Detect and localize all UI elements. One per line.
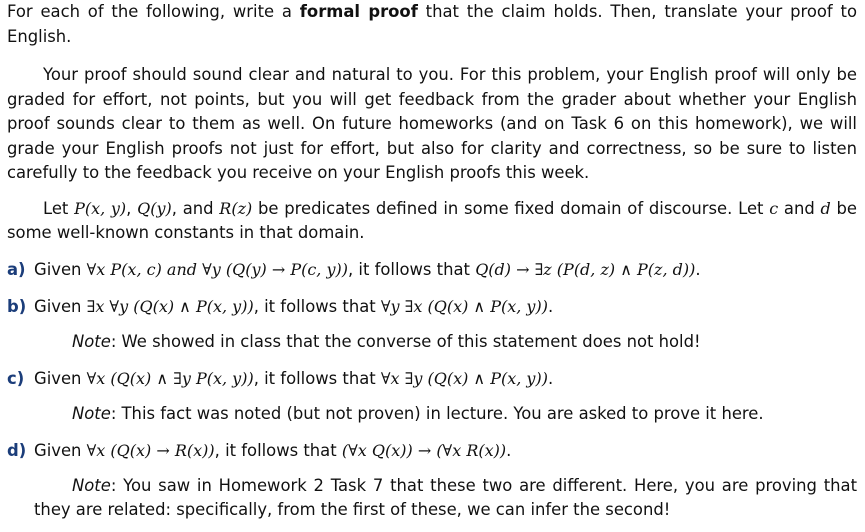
item-label: d) xyxy=(7,441,27,460)
conclusion-formula: ∀y ∃x (Q(x) ∧ P(x, y)) xyxy=(380,297,548,316)
given-word: Given xyxy=(34,259,87,279)
given-formula: ∃x ∀y (Q(x) ∧ P(x, y)) xyxy=(86,297,254,316)
sentence-end: . xyxy=(547,297,554,316)
given-word: Given xyxy=(34,441,87,460)
sentence-end: . xyxy=(506,441,512,460)
item-label: c) xyxy=(7,369,25,388)
definitions-text: and xyxy=(778,198,821,218)
note-text: : You saw in Homework 2 Task 7 that these two are different. Here, you are proving that xyxy=(110,475,857,495)
note-text: : We showed in class that the converse of this statement does not hold! xyxy=(110,331,701,351)
definitions-text: be some well-known constants in that domain. xyxy=(7,198,858,242)
definitions-text: , and xyxy=(171,198,220,218)
given-formula: ∀x P(x, c) and ∀y (Q(y) → P(c, y)) xyxy=(86,259,348,279)
follows-word: , it follows that xyxy=(253,297,381,316)
note-d xyxy=(7,474,857,523)
problem-item-b xyxy=(7,295,857,320)
intro-paragraph xyxy=(7,0,857,49)
constant-c: c xyxy=(769,198,779,218)
follows-word: , it follows that xyxy=(347,259,476,279)
problem-item-d xyxy=(7,439,857,464)
item-label: a) xyxy=(7,259,26,279)
note-line: they are related: specifically, from the first of these, we can infer the second! xyxy=(34,500,671,519)
note-label: Note xyxy=(72,475,111,495)
constant-d: d xyxy=(820,198,831,218)
intro-text-before: For each of the following, write a xyxy=(7,2,300,21)
note-text: : This fact was noted (but not proven) in lecture. You are asked to prove it here. xyxy=(110,403,764,423)
note-label: Note xyxy=(72,403,111,423)
definitions-text: , xyxy=(126,198,138,218)
item-label: b) xyxy=(7,297,27,316)
problem-item-c xyxy=(7,367,857,392)
instructions-paragraph: Your proof should sound clear and natural to you. For this problem, your English proof will only be graded for effort, not points, but you will get feedback from the grader about whether your English proof sounds clear to them as well. On future homeworks (and on Task 6 on this homework), we will grade your English proofs not just for effort, but also for clarity and correctness, so be sure to listen carefully to the feedback you receive on your English proofs this week. xyxy=(7,65,857,182)
intro-text-after: that the claim holds. Then, translate your proof to English. xyxy=(7,2,857,46)
sentence-end: . xyxy=(547,369,554,388)
follows-word: , it follows that xyxy=(214,441,342,460)
predicate-p: P(x, y) xyxy=(74,198,127,218)
follows-word: , it follows that xyxy=(253,369,381,388)
predicate-r: R(z) xyxy=(219,198,253,218)
note-c xyxy=(7,402,857,427)
problem-list xyxy=(7,258,857,523)
note-b xyxy=(7,330,857,355)
conclusion-formula: Q(d) → ∃z (P(d, z) ∧ P(z, d)) xyxy=(475,259,696,279)
definitions-paragraph xyxy=(7,197,857,246)
intro-bold-phrase: formal proof xyxy=(299,2,418,21)
given-word: Given xyxy=(34,297,87,316)
note-line xyxy=(7,474,857,499)
given-formula: ∀x (Q(x) → R(x)) xyxy=(86,441,215,460)
problem-item-a xyxy=(7,258,857,283)
predicate-q: Q(y) xyxy=(137,198,172,218)
given-formula: ∀x (Q(x) ∧ ∃y P(x, y)) xyxy=(86,369,254,388)
conclusion-formula: (∀x Q(x)) → (∀x R(x)) xyxy=(341,441,507,460)
definitions-text: be predicates defined in some fixed domain of discourse. Let xyxy=(252,198,770,218)
given-word: Given xyxy=(34,369,87,388)
definitions-text: Let xyxy=(43,198,75,218)
note-label: Note xyxy=(72,331,111,351)
conclusion-formula: ∀x ∃y (Q(x) ∧ P(x, y)) xyxy=(380,369,548,388)
sentence-end: . xyxy=(695,259,701,279)
